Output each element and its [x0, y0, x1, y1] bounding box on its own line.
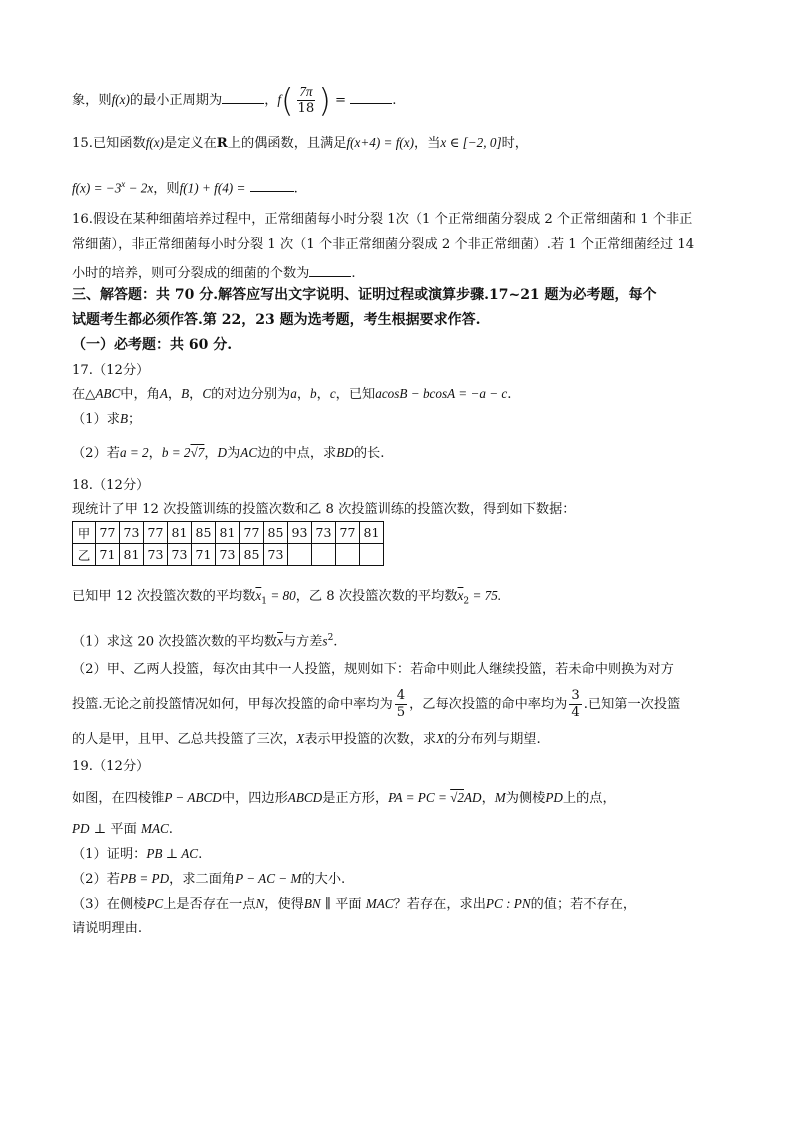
- q17-text: ，已知: [335, 387, 376, 402]
- table-cell: 85: [264, 522, 288, 544]
- table-cell: 73: [216, 544, 240, 566]
- answer-blank: [350, 89, 392, 104]
- fraction-4-5: [395, 688, 407, 721]
- sqrt-2: √2: [450, 790, 464, 805]
- q15-periodic-condition: f(x+4) = f(x): [346, 135, 415, 150]
- q18-part2-line3: [72, 730, 541, 749]
- q18-head: 18.（12分）: [72, 478, 150, 493]
- section-heading-cont: 试题考生都必须作答.第 22，23 题为选考题，考生根据要求作答.: [72, 312, 481, 328]
- table-cell: 73: [312, 522, 336, 544]
- point-m: M: [494, 790, 506, 805]
- q15-func: f(x) = −3: [72, 180, 122, 196]
- segment-ac: AC: [240, 445, 258, 460]
- q19-text: ⊥ 平面: [89, 822, 141, 837]
- left-paren: (: [281, 81, 294, 120]
- side-a: a: [290, 386, 297, 401]
- q19-text: ，求二面角: [169, 872, 236, 887]
- table-cell: 93: [288, 522, 312, 544]
- table-cell: 81: [360, 522, 384, 544]
- table-cell: 85: [240, 544, 264, 566]
- q15-line2: [72, 175, 298, 198]
- table-cell: 77: [144, 522, 168, 544]
- q19-text: 为侧棱: [505, 791, 546, 806]
- data-table: [72, 521, 384, 566]
- plane-mac: MAC: [140, 821, 169, 836]
- q19-part1: [72, 845, 202, 864]
- q19-part2: [72, 870, 345, 889]
- subscript-2: 2: [463, 596, 470, 607]
- sep: ，: [148, 446, 162, 461]
- q14-text: 象，则: [72, 93, 112, 108]
- table-cell: [336, 544, 360, 566]
- q18-text: 已知甲 12 次投篮次数的平均数: [72, 589, 256, 604]
- q18-part2-line2: [72, 688, 680, 721]
- q15-text: 15.已知函数: [72, 136, 146, 151]
- q19-part3: [72, 895, 636, 914]
- side-b: b: [310, 386, 317, 401]
- q19-text: 的值；若不存在，: [530, 897, 637, 912]
- q16-text: 小时的培养，则可分裂成的细菌的个数为: [72, 266, 310, 281]
- side-c: c: [329, 386, 336, 401]
- sep: ，: [167, 387, 182, 402]
- fraction-denominator: 4: [571, 705, 580, 720]
- q17-text: 中，角: [120, 387, 160, 402]
- q19-text: 上是否存在一点: [163, 897, 256, 912]
- q17-text: 的对边分别为: [211, 387, 291, 402]
- q19-text: （2）若: [72, 872, 120, 887]
- sqrt-7: √7: [190, 445, 205, 460]
- q17-end: ；: [128, 412, 142, 427]
- q17-text: 边的中点，求: [257, 446, 337, 461]
- q14-line: [72, 81, 397, 120]
- pyramid-p-abcd: P − ABCD: [164, 790, 222, 805]
- q14-eq: =: [335, 93, 347, 108]
- q18-text: 的分布列与期望.: [444, 732, 541, 747]
- fraction-numerator: 4: [396, 688, 406, 703]
- parallel-symbol: ∥ 平面: [320, 897, 366, 912]
- q18-text: ，乙 8 次投篮次数的平均数: [295, 589, 458, 604]
- mean-x: $\overline{x}$: [277, 633, 283, 649]
- q19-text: 上的点，: [562, 791, 616, 806]
- fraction-denominator: 5: [396, 705, 406, 720]
- point-d: D: [217, 445, 228, 460]
- q19-end: .: [168, 822, 173, 837]
- q19-part3-line2: 请说明理由.: [72, 921, 143, 936]
- triangle-abc: ABC: [95, 386, 121, 401]
- q19-text: 的大小.: [301, 872, 346, 887]
- table-cell: 73: [144, 544, 168, 566]
- table-cell: 73: [120, 522, 144, 544]
- mean-x1: $\overline{x}$: [255, 588, 262, 603]
- q17-head: 17.（12分）: [72, 363, 150, 378]
- q19-text: ？若存在，求出: [393, 897, 486, 912]
- segment-ad: AD: [464, 790, 482, 805]
- mean-x2-value: = 75.: [469, 588, 502, 603]
- right-paren: ): [318, 81, 331, 120]
- q15-text: 上的偶函数，且满足: [227, 136, 347, 151]
- sep: ，: [189, 387, 203, 402]
- q15-interval: x ∈ [−2, 0]: [440, 135, 502, 150]
- subsection-heading: （一）必考题：共 60 分.: [72, 337, 233, 353]
- q15-text: 是定义在: [164, 136, 217, 151]
- row-label-yi: 乙: [73, 544, 96, 566]
- table-cell: 73: [168, 544, 192, 566]
- table-cell: 85: [192, 522, 216, 544]
- fraction-3-4: [569, 688, 581, 721]
- table-row: [73, 522, 384, 544]
- table-cell: 77: [240, 522, 264, 544]
- q18-known: [72, 587, 501, 611]
- angle-b: B: [119, 411, 129, 426]
- table-cell: [288, 544, 312, 566]
- q17-part2: [72, 444, 384, 463]
- pb-equals-pd: PB = PD: [119, 871, 170, 886]
- q17-text: 为: [227, 446, 241, 461]
- q18-end: .: [333, 634, 338, 650]
- fraction-numerator: 7π: [299, 84, 313, 99]
- subscript-1: 1: [261, 596, 268, 607]
- segment-bd: BD: [336, 445, 354, 460]
- sep: ，: [316, 387, 330, 402]
- q14-text: 的最小正周期为: [129, 93, 223, 108]
- q19-head: 19.（12分）: [72, 759, 150, 774]
- section-heading: 三、解答题：共 70 分.解答应写出文字说明、证明过程或演算步骤.17~21 题为必考题，每个: [72, 287, 657, 303]
- answer-blank: [222, 89, 264, 104]
- table-cell: 81: [168, 522, 192, 544]
- table-cell: 73: [264, 544, 288, 566]
- q15-text: 时，: [501, 136, 528, 151]
- q18-part1: [72, 629, 338, 651]
- mean-x1-value: = 80: [267, 588, 296, 603]
- table-row: [73, 544, 384, 566]
- segment-bn: BN: [303, 896, 321, 911]
- q15-end: .: [293, 181, 298, 197]
- q19-text: 如图，在四棱锥: [72, 791, 165, 806]
- q14-comma: ，: [264, 93, 278, 108]
- q17-part1: [72, 410, 141, 429]
- table-cell: 81: [216, 522, 240, 544]
- sep: ，: [296, 387, 311, 402]
- q18-stem: 现统计了甲 12 次投篮训练的投篮次数和乙 8 次投篮训练的投篮次数，得到如下数据：: [72, 502, 576, 517]
- perpendicular-pb-ac: PB ⊥ AC: [146, 846, 199, 861]
- q19-end: .: [198, 847, 203, 862]
- q14-end: .: [392, 93, 397, 108]
- q19-equation: PA = PC =: [388, 790, 451, 805]
- square-abcd: ABCD: [287, 790, 323, 805]
- sep: ，: [204, 446, 218, 461]
- q19-line1: [72, 789, 616, 808]
- q17-condition: acosB − bcosA = −a − c: [375, 386, 508, 401]
- table-cell: 77: [96, 522, 120, 544]
- q19-text: 中，四边形: [221, 791, 288, 806]
- table-cell: 71: [96, 544, 120, 566]
- table-cell: 71: [192, 544, 216, 566]
- q19-text: （3）在侧棱: [72, 897, 147, 912]
- q16-line3: [72, 262, 356, 283]
- angle-a: A: [159, 386, 168, 401]
- q15-text: ，当: [414, 136, 441, 151]
- q14-fx: f(x): [111, 92, 130, 107]
- answer-blank: [309, 262, 351, 277]
- q19-text: ，: [481, 791, 495, 806]
- q18-text: （1）求这 20 次投篮次数的平均数: [72, 634, 277, 650]
- q18-text: 的人是甲，且甲、乙总共投篮了三次，: [72, 732, 297, 747]
- table-cell: 77: [336, 522, 360, 544]
- q16-line2: 常细菌），非正常细菌每小时分裂 1 次（1 个非正常细菌分裂成 2 个非正常细菌）.若 1 个正常细菌经过 14: [72, 237, 695, 252]
- q17-text: 在△: [72, 387, 96, 402]
- q15-exponent: x: [121, 179, 126, 189]
- q18-text: 投篮.无论之前投篮情况如何，甲每次投篮的命中率均为: [72, 697, 393, 712]
- q17-stem: [72, 385, 511, 404]
- q16-line1: 16.假设在某种细菌培养过程中，正常细菌每小时分裂 1次（1 个正常细菌分裂成 2 个正常细菌和 1 个非正: [72, 212, 693, 227]
- fraction-numerator: 3: [571, 688, 580, 703]
- q19-text: ，使得: [264, 897, 304, 912]
- q16-end: .: [351, 266, 356, 281]
- segment-pc: PC: [146, 896, 164, 911]
- ratio-pc-pn: PC : PN: [485, 896, 531, 911]
- plane-mac: MAC: [365, 896, 394, 911]
- superscript-2: 2: [327, 633, 334, 643]
- q15-sum: f(1) + f(4) =: [179, 180, 246, 196]
- fraction-7pi-18: [296, 84, 317, 117]
- segment-pd: PD: [72, 821, 90, 836]
- table-cell: 81: [120, 544, 144, 566]
- q18-part2-line1: （2）甲、乙两人投篮，每次由其中一人投篮，规则如下：若命中则此人继续投篮，若未命中则换为对方: [72, 662, 674, 677]
- dihedral-angle: P − AC − M: [235, 871, 302, 886]
- q18-text: ，乙每次投篮的命中率均为: [409, 697, 568, 712]
- random-variable-x: X: [296, 731, 305, 746]
- reals-symbol: R: [216, 136, 228, 151]
- q18-text: 表示甲投篮的次数，求: [304, 732, 437, 747]
- angle-b: B: [181, 386, 190, 401]
- value-a: a = 2: [119, 445, 149, 460]
- variance-s: s: [322, 633, 328, 649]
- q15-fx: f(x): [145, 135, 165, 150]
- q17-text: 的长.: [353, 446, 385, 461]
- q19-text: （1）证明：: [72, 847, 147, 862]
- angle-c: C: [202, 386, 212, 401]
- table-cell: [312, 544, 336, 566]
- table-cell: [360, 544, 384, 566]
- value-b: b = 2: [161, 445, 191, 460]
- q18-text: .已知第一次投篮: [583, 697, 681, 712]
- fraction-denominator: 18: [297, 101, 315, 116]
- random-variable-x: X: [436, 731, 445, 746]
- q15-line1: [72, 134, 528, 153]
- q15-text: ，则: [153, 181, 180, 197]
- q17-text: （2）若: [72, 446, 120, 461]
- segment-pd: PD: [545, 790, 563, 805]
- q18-text: 与方差: [282, 634, 323, 650]
- answer-blank: [250, 177, 294, 192]
- q15-func-rest: − 2x: [125, 180, 154, 196]
- q17-end: .: [507, 387, 512, 402]
- q19-text: 是正方形，: [322, 791, 389, 806]
- q14-f: f: [277, 92, 282, 107]
- q19-line2: [72, 820, 173, 839]
- mean-x2: $\overline{x}$: [457, 588, 464, 603]
- row-label-jia: 甲: [73, 522, 96, 544]
- point-n: N: [255, 896, 265, 911]
- q17-text: （1）求: [72, 412, 120, 427]
